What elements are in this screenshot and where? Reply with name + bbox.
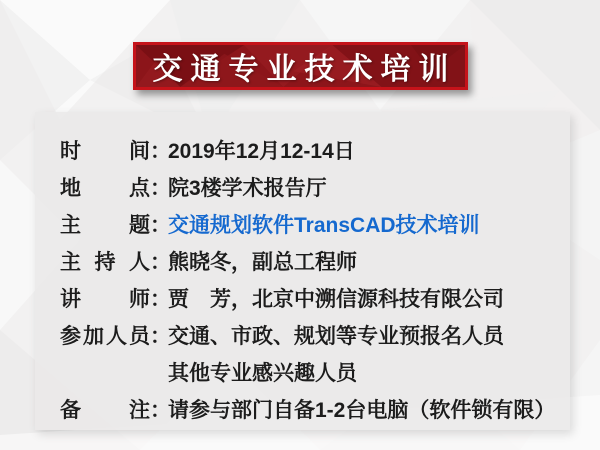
info-label: 备 注: [60, 398, 150, 422]
info-value: 贾 芳，北京中溯信源科技有限公司: [168, 287, 504, 311]
info-colon: ：: [150, 250, 171, 274]
info-value: 其他专业感兴趣人员: [168, 361, 357, 385]
info-value: 请参与部门自备1-2台电脑（软件锁有限）: [168, 398, 556, 422]
info-label: 主 题: [60, 213, 150, 237]
title-banner: [133, 42, 468, 90]
info-value: 院3楼学术报告厅: [168, 176, 327, 200]
info-label: 主 持 人: [60, 250, 150, 274]
info-label: 地 点: [60, 176, 150, 200]
info-label: 参 加 人 员: [60, 324, 150, 348]
info-colon: ：: [150, 176, 171, 200]
info-value-topic: 交通规划软件TransCAD技术培训: [168, 213, 480, 237]
info-colon: ：: [150, 398, 171, 422]
info-row-participants: [60, 316, 570, 353]
info-row-note: [60, 390, 570, 427]
info-row-host: [60, 242, 570, 279]
info-label: 时 间: [60, 139, 150, 163]
info-row-topic: [60, 205, 570, 242]
info-panel: [35, 112, 570, 430]
banner-title: 交通专业技术培训: [152, 53, 457, 86]
info-label: 讲 师: [60, 287, 150, 311]
info-colon: ：: [150, 213, 171, 237]
info-row-participants-cont: [60, 353, 570, 390]
info-colon: ：: [150, 287, 171, 311]
info-value: 熊晓冬，副总工程师: [168, 250, 357, 274]
info-value: 交通、市政、规划等专业预报名人员: [168, 324, 504, 348]
info-colon: ：: [150, 139, 171, 163]
info-row-lecturer: [60, 279, 570, 316]
info-colon: ：: [150, 324, 171, 348]
info-row-time: [60, 131, 570, 168]
info-value: 2019年12月12-14日: [168, 139, 355, 163]
info-row-location: [60, 168, 570, 205]
